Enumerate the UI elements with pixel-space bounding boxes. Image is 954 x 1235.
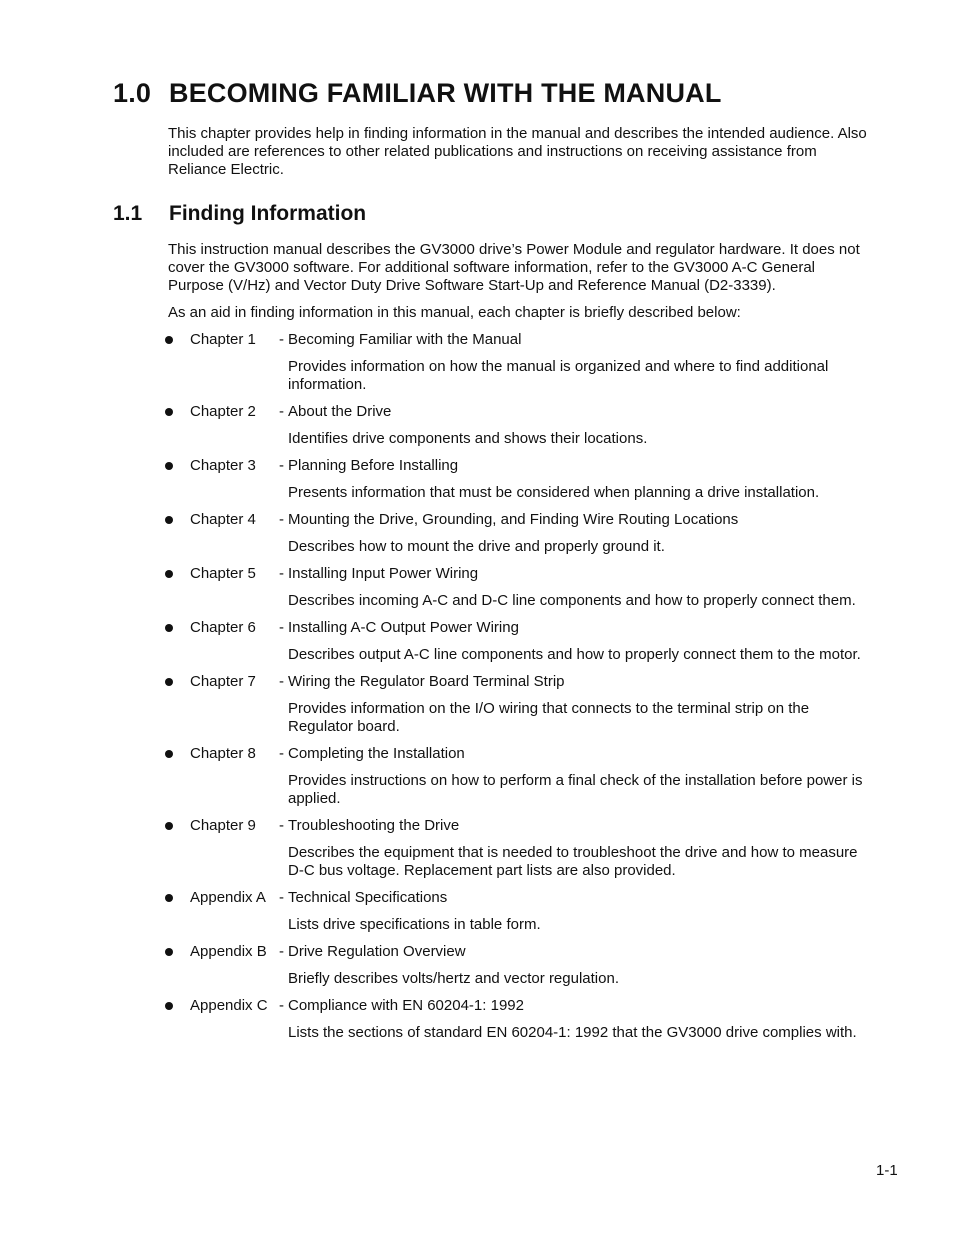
- bullet-icon: [163, 403, 190, 421]
- chapter-title: Installing A-C Output Power Wiring: [288, 619, 519, 636]
- dash-separator: -: [279, 889, 284, 906]
- chapter-description: Describes output A-C line components and how to properly connect them to the motor.: [288, 646, 861, 663]
- dash-separator: -: [279, 331, 284, 348]
- bullet-icon: [163, 457, 190, 475]
- bullet-icon: [163, 889, 190, 907]
- section-number: 1.0: [113, 78, 152, 108]
- bullet-icon: [163, 511, 190, 529]
- section-heading: [113, 78, 722, 109]
- chapter-title: Mounting the Drive, Grounding, and Finding Wire Routing Locations: [288, 511, 739, 528]
- dash-separator: -: [279, 511, 284, 528]
- chapter-row: [163, 511, 873, 529]
- chapter-row: [163, 943, 873, 961]
- subsection-title: Finding Information: [169, 202, 367, 225]
- chapter-row: [163, 619, 873, 637]
- list-item: [163, 745, 873, 808]
- chapter-list: [163, 331, 873, 1051]
- list-item: [163, 403, 873, 448]
- chapter-description: Provides instructions on how to perform a final check of the installation before power is applied.: [288, 772, 863, 807]
- chapter-row: [163, 997, 873, 1015]
- list-item: [163, 889, 873, 934]
- list-item: [163, 817, 873, 880]
- chapter-title: Drive Regulation Overview: [288, 943, 466, 960]
- chapter-description: Briefly describes volts/hertz and vector regulation.: [288, 970, 619, 987]
- list-item: [163, 997, 873, 1042]
- chapter-title: Compliance with EN 60204-1: 1992: [288, 997, 524, 1014]
- section-intro: This chapter provides help in finding information in the manual and describes the intended audience. Also included are references to other related publications and instructions on receiving assistance from Reliance Electric.: [168, 125, 867, 178]
- dash-separator: -: [279, 745, 284, 762]
- bullet-icon: [163, 997, 190, 1015]
- page-number: 1-1: [876, 1162, 898, 1179]
- bullet-icon: [163, 565, 190, 583]
- chapter-description: Lists the sections of standard EN 60204-1: 1992 that the GV3000 drive complies with.: [288, 1024, 857, 1041]
- dash-separator: -: [279, 817, 284, 834]
- chapter-description: Provides information on the I/O wiring that connects to the terminal strip on the Regulator board.: [288, 700, 810, 735]
- list-item: [163, 331, 873, 394]
- dash-separator: -: [279, 403, 284, 420]
- chapter-row: [163, 331, 873, 349]
- chapter-description: Provides information on how the manual is organized and where to find additional information.: [288, 358, 829, 393]
- chapter-label: Chapter 7: [190, 673, 256, 690]
- subsection-paragraph-1: This instruction manual describes the GV3000 drive’s Power Module and regulator hardware. It does not cover the GV3000 software. For additional software information, refer to the GV3000 A-C General Purpose (V/Hz) and Vector Duty Drive Software Start-Up and Reference Manual (D2-3339).: [168, 241, 860, 294]
- chapter-title: Planning Before Installing: [288, 457, 459, 474]
- bullet-icon: [163, 745, 190, 763]
- dash-separator: -: [279, 457, 284, 474]
- list-item: [163, 457, 873, 502]
- chapter-label: Chapter 6: [190, 619, 256, 636]
- chapter-row: [163, 745, 873, 763]
- chapter-description: Lists drive specifications in table form.: [288, 916, 541, 933]
- chapter-title: Technical Specifications: [288, 889, 448, 906]
- dash-separator: -: [279, 673, 284, 690]
- chapter-row: [163, 817, 873, 835]
- chapter-description: Describes how to mount the drive and properly ground it.: [288, 538, 665, 555]
- chapter-label: Appendix C: [190, 997, 268, 1014]
- chapter-label: Chapter 4: [190, 511, 256, 528]
- dash-separator: -: [279, 619, 284, 636]
- chapter-title: Completing the Installation: [288, 745, 465, 762]
- chapter-row: [163, 889, 873, 907]
- chapter-label: Appendix A: [190, 889, 266, 906]
- chapter-label: Chapter 2: [190, 403, 256, 420]
- chapter-label: Chapter 8: [190, 745, 256, 762]
- subsection-number: 1.1: [113, 202, 143, 225]
- bullet-icon: [163, 619, 190, 637]
- list-item: [163, 673, 873, 736]
- chapter-title: Becoming Familiar with the Manual: [288, 331, 522, 348]
- chapter-title: Installing Input Power Wiring: [288, 565, 479, 582]
- bullet-icon: [163, 817, 190, 835]
- chapter-title: About the Drive: [288, 403, 392, 420]
- list-item: [163, 565, 873, 610]
- bullet-icon: [163, 673, 190, 691]
- subsection-heading: [113, 202, 366, 226]
- chapter-row: [163, 403, 873, 421]
- list-item: [163, 943, 873, 988]
- dash-separator: -: [279, 943, 284, 960]
- list-item: [163, 511, 873, 556]
- chapter-label: Chapter 9: [190, 817, 256, 834]
- chapter-label: Chapter 3: [190, 457, 256, 474]
- chapter-title: Wiring the Regulator Board Terminal Strip: [288, 673, 565, 690]
- chapter-label: Chapter 1: [190, 331, 256, 348]
- chapter-label: Chapter 5: [190, 565, 256, 582]
- dash-separator: -: [279, 565, 284, 582]
- chapter-description: Describes the equipment that is needed to troubleshoot the drive and how to measure D-C bus voltage. Replacement part lists are also provided.: [288, 844, 858, 879]
- chapter-description: Presents information that must be considered when planning a drive installation.: [288, 484, 820, 501]
- chapter-description: Describes incoming A-C and D-C line components and how to properly connect them.: [288, 592, 856, 609]
- chapter-row: [163, 673, 873, 691]
- chapter-row: [163, 565, 873, 583]
- bullet-icon: [163, 943, 190, 961]
- chapter-title: Troubleshooting the Drive: [288, 817, 460, 834]
- list-item: [163, 619, 873, 664]
- chapter-row: [163, 457, 873, 475]
- chapter-label: Appendix B: [190, 943, 267, 960]
- section-title: BECOMING FAMILIAR WITH THE MANUAL: [169, 78, 722, 108]
- chapter-description: Identifies drive components and shows their locations.: [288, 430, 648, 447]
- dash-separator: -: [279, 997, 284, 1014]
- subsection-paragraph-2: As an aid in finding information in this manual, each chapter is briefly described below:: [168, 304, 741, 321]
- bullet-icon: [163, 331, 190, 349]
